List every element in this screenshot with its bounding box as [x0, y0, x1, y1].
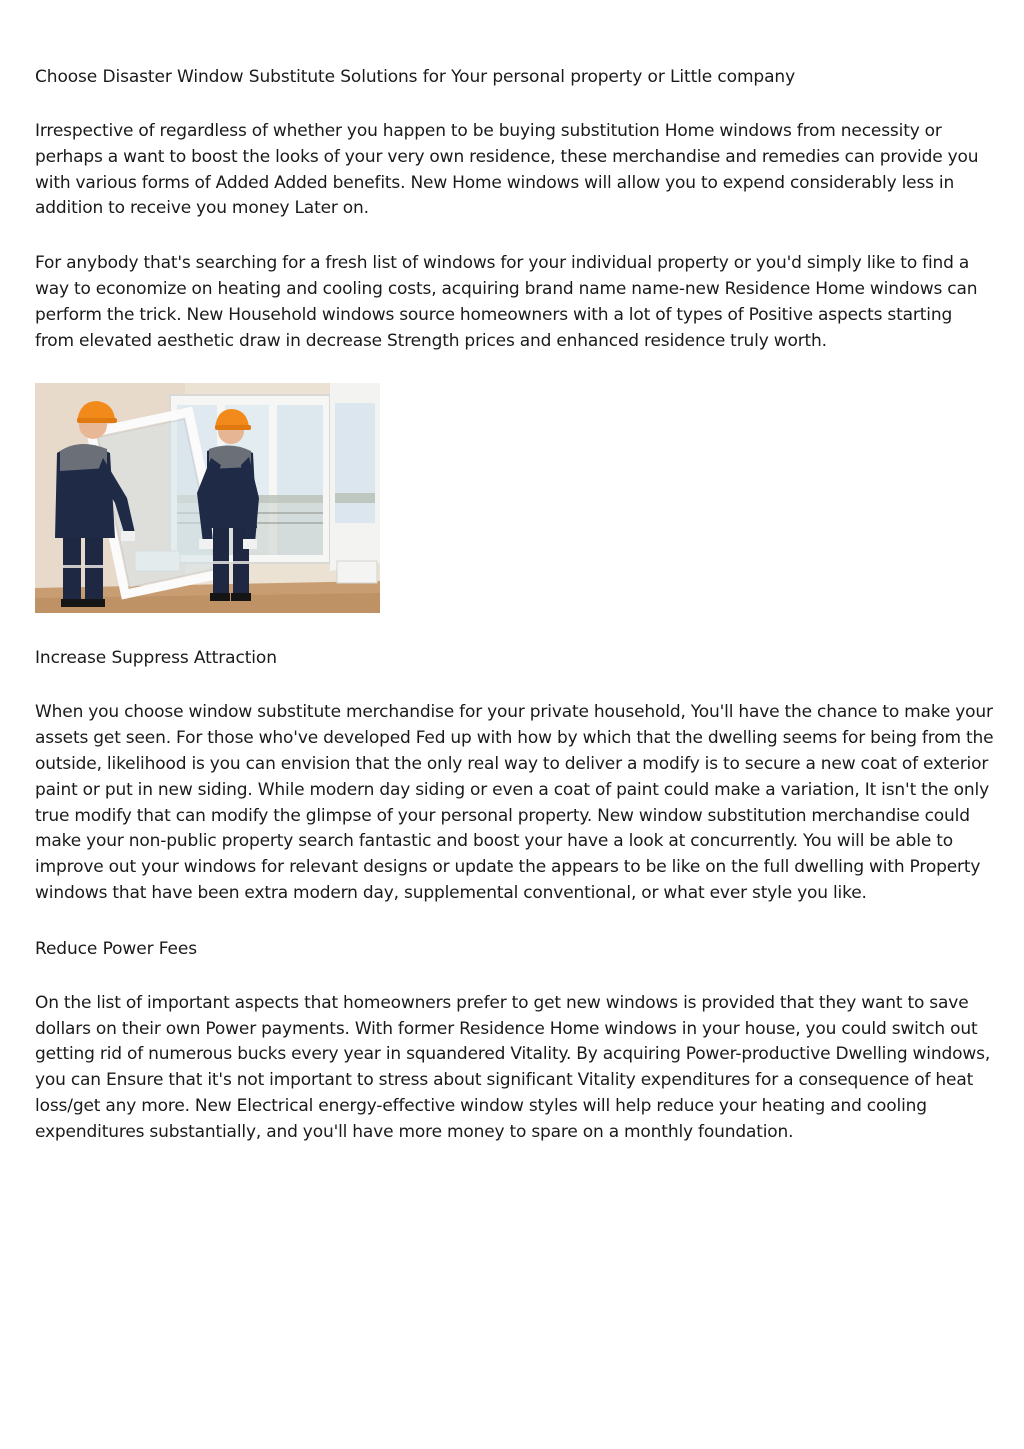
intro-paragraph-1: Irrespective of regardless of whether you happen to be buying substitution Home windows from necessity or perhaps a want to boost the looks of your very own residence, these merchandise and remedies can provide you with various forms of Added Added benefits. New Home windows will allow you to expend considerably less in addition to receive you money Later on.	[35, 121, 979, 219]
section-heading-energy-costs: Reduce Power Fees	[35, 938, 198, 959]
document-page	[35, 64, 995, 1146]
document-title: Choose Disaster Window Substitute Solutions for Your personal property or Little company	[35, 67, 796, 87]
intro-paragraph-2: For anybody that's searching for a fresh list of windows for your individual property or you'd simply like to find a way to economize on heating and cooling costs, acquiring brand name name-new Residence Home windows can perform the trick. New Household windows source homeowners with a lot of types of Positive aspects starting from elevated aesthetic draw in decrease Strength prices and enhanced residence truly worth.	[35, 253, 978, 351]
section-paragraph-energy-costs: On the list of important aspects that homeowners prefer to get new windows is provided that they want to save dollars on their own Power payments. With former Residence Home windows in your house, you could switch out getting rid of numerous bucks every year in squandered Vitality. By acquiring Power-productive Dwelling windows, you can Ensure that it's not important to stress about significant Vitality expenditures for a consequence of heat loss/get any more. New Electrical energy-effective window styles will help reduce your heating and cooling expenditures substantially, and you'll have more money to spare on a monthly foundation.	[35, 992, 991, 1142]
section-paragraph-curb-appeal: When you choose window substitute merchandise for your private household, You'll have the chance to make your assets get seen. For those who've developed Fed up with how by which that the dwelling seems for being from the outside, likelihood is you can envision that the only real way to deliver a modify is to secure a new coat of exterior paint or put in new siding. While modern day siding or even a coat of paint could make a variation, It isn't the only true modify that can modify the glimpse of your personal property. New window substitution merchandise could make your non-public property search fantastic and boost your have a look at concurrently. You will be able to improve out your windows for relevant designs or update the appears to be like on the full dwelling with Property windows that have been extra modern day, supplemental conventional, or what ever style you like.	[35, 702, 994, 903]
section-heading-curb-appeal: Increase Suppress Attraction	[35, 648, 277, 669]
window-installers-photo	[35, 383, 380, 613]
